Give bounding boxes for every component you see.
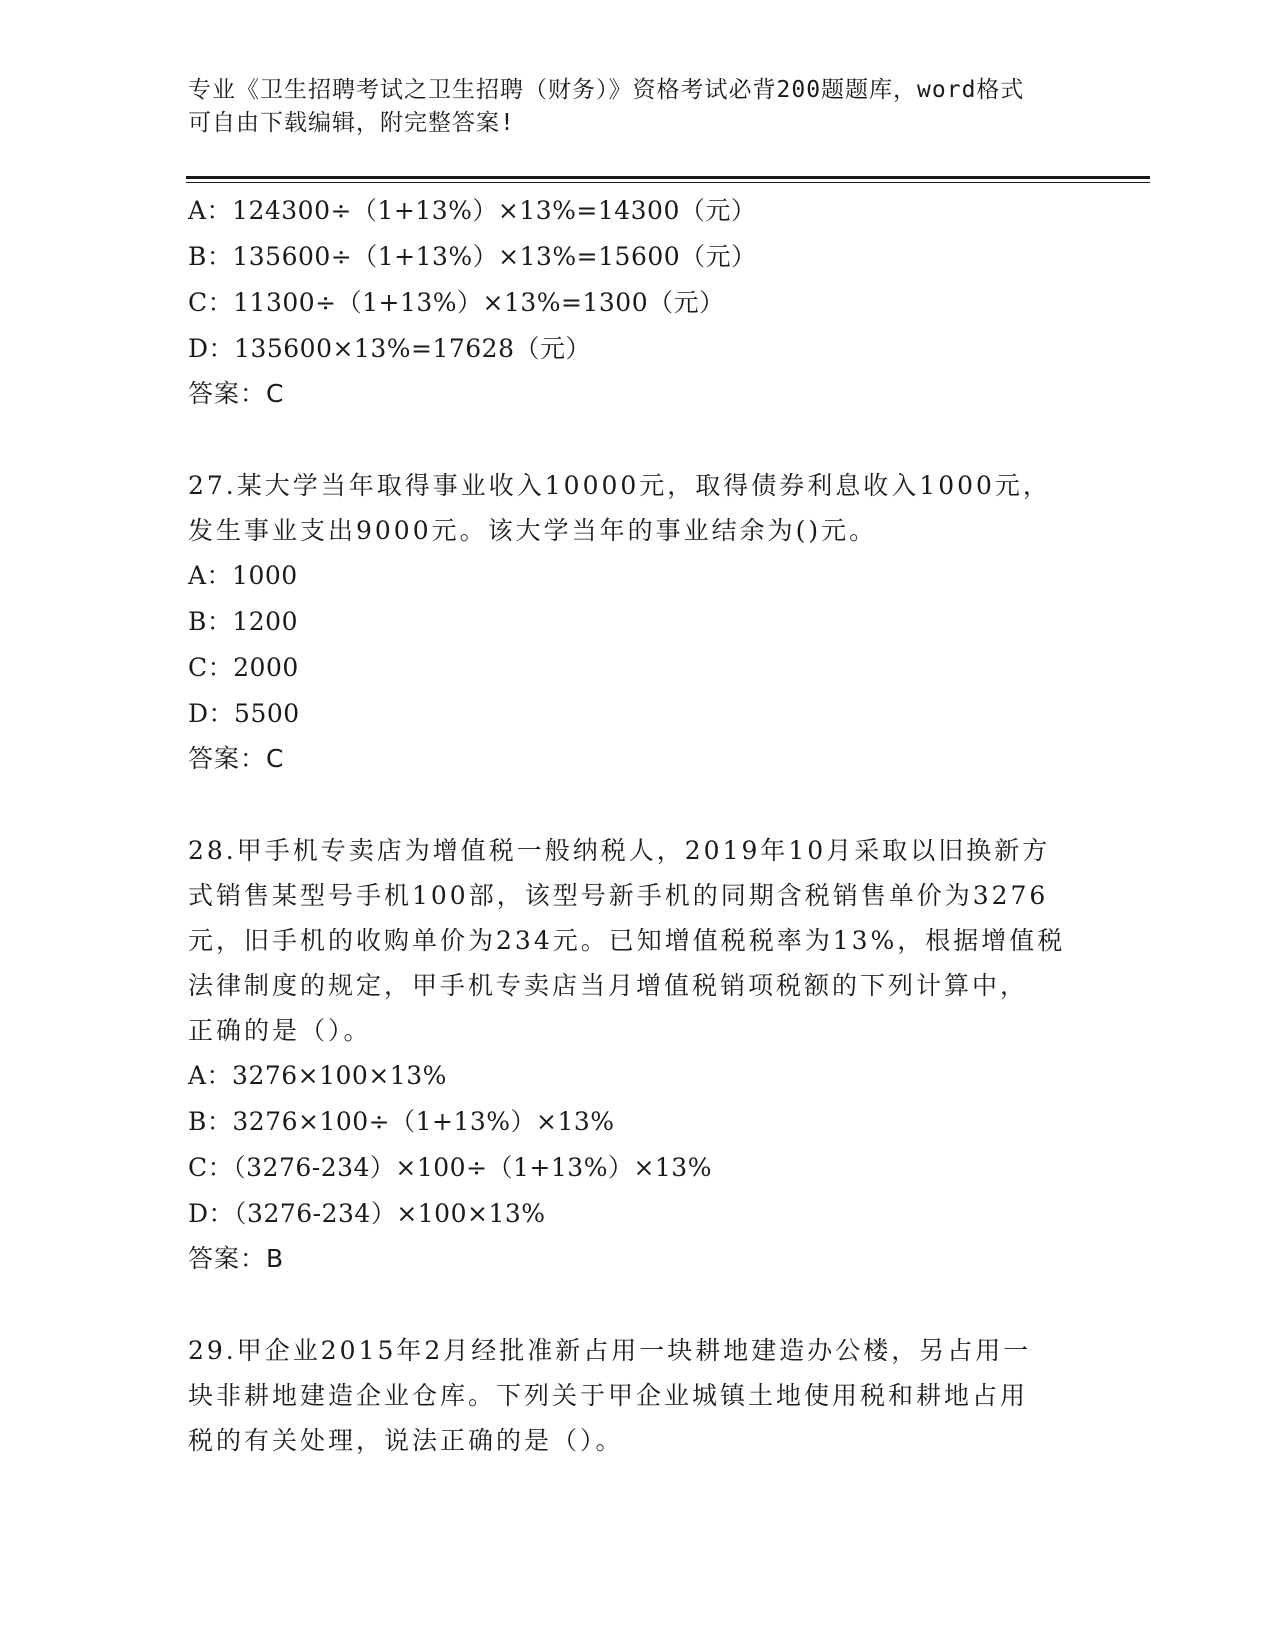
option-d: D：5500 — [188, 699, 300, 728]
question-29 — [188, 1328, 1088, 1463]
option-b: B：3276×100÷（1+13%）×13% — [188, 1107, 615, 1136]
header-divider-thick — [186, 176, 1150, 179]
header-title-line-2: 可自由下载编辑，附完整答案! — [188, 110, 515, 136]
option-c: C：11300÷（1+13%）×13%=1300（元） — [188, 288, 725, 317]
question-text-line: 元，旧手机的收购单价为234元。已知增值税税率为13%，根据增值税 — [188, 926, 1066, 955]
question-27 — [188, 463, 1088, 781]
question-text-line: 28.甲手机专卖店为增值税一般纳税人，2019年10月采取以旧换新方 — [188, 836, 1051, 865]
page-header — [188, 74, 1088, 140]
question-text-line: 正确的是（）。 — [188, 1016, 372, 1045]
option-a: A：124300÷（1+13%）×13%=14300（元） — [188, 196, 757, 225]
answer-line: 答案：C — [188, 744, 285, 773]
option-c: C：2000 — [188, 653, 299, 682]
question-text-line: 税的有关处理，说法正确的是（）。 — [188, 1426, 624, 1455]
option-d: D：135600×13%=17628（元） — [188, 334, 591, 363]
question-text-line: 发生事业支出9000元。该大学当年的事业结余为()元。 — [188, 516, 878, 545]
option-b: B：135600÷（1+13%）×13%=15600（元） — [188, 242, 757, 271]
header-title-line-1: 专业《卫生招聘考试之卫生招聘（财务）》资格考试必背200题题库，word格式 — [188, 77, 1025, 103]
question-text-line: 块非耕地建造企业仓库。下列关于甲企业城镇土地使用税和耕地占用 — [188, 1381, 1029, 1410]
answer-line: 答案：C — [188, 379, 285, 408]
question-text-line: 式销售某型号手机100部，该型号新手机的同期含税销售单价为3276 — [188, 881, 1049, 910]
answer-line: 答案：B — [188, 1244, 285, 1273]
option-c: C：（3276-234）×100÷（1+13%）×13% — [188, 1153, 712, 1182]
option-a: A：3276×100×13% — [188, 1061, 447, 1090]
question-text-line: 27.某大学当年取得事业收入10000元，取得债券利息收入1000元， — [188, 471, 1051, 500]
question-28 — [188, 828, 1088, 1281]
option-d: D：（3276-234）×100×13% — [188, 1199, 546, 1228]
question-26 — [188, 188, 1088, 416]
document-body — [188, 188, 1088, 1463]
question-text-line: 法律制度的规定，甲手机专卖店当月增值税销项税额的下列计算中， — [188, 971, 1029, 1000]
header-divider-thin — [186, 182, 1150, 183]
option-b: B：1200 — [188, 607, 298, 636]
option-a: A：1000 — [188, 561, 298, 590]
question-text-line: 29.甲企业2015年2月经批准新占用一块耕地建造办公楼，另占用一 — [188, 1336, 1032, 1365]
